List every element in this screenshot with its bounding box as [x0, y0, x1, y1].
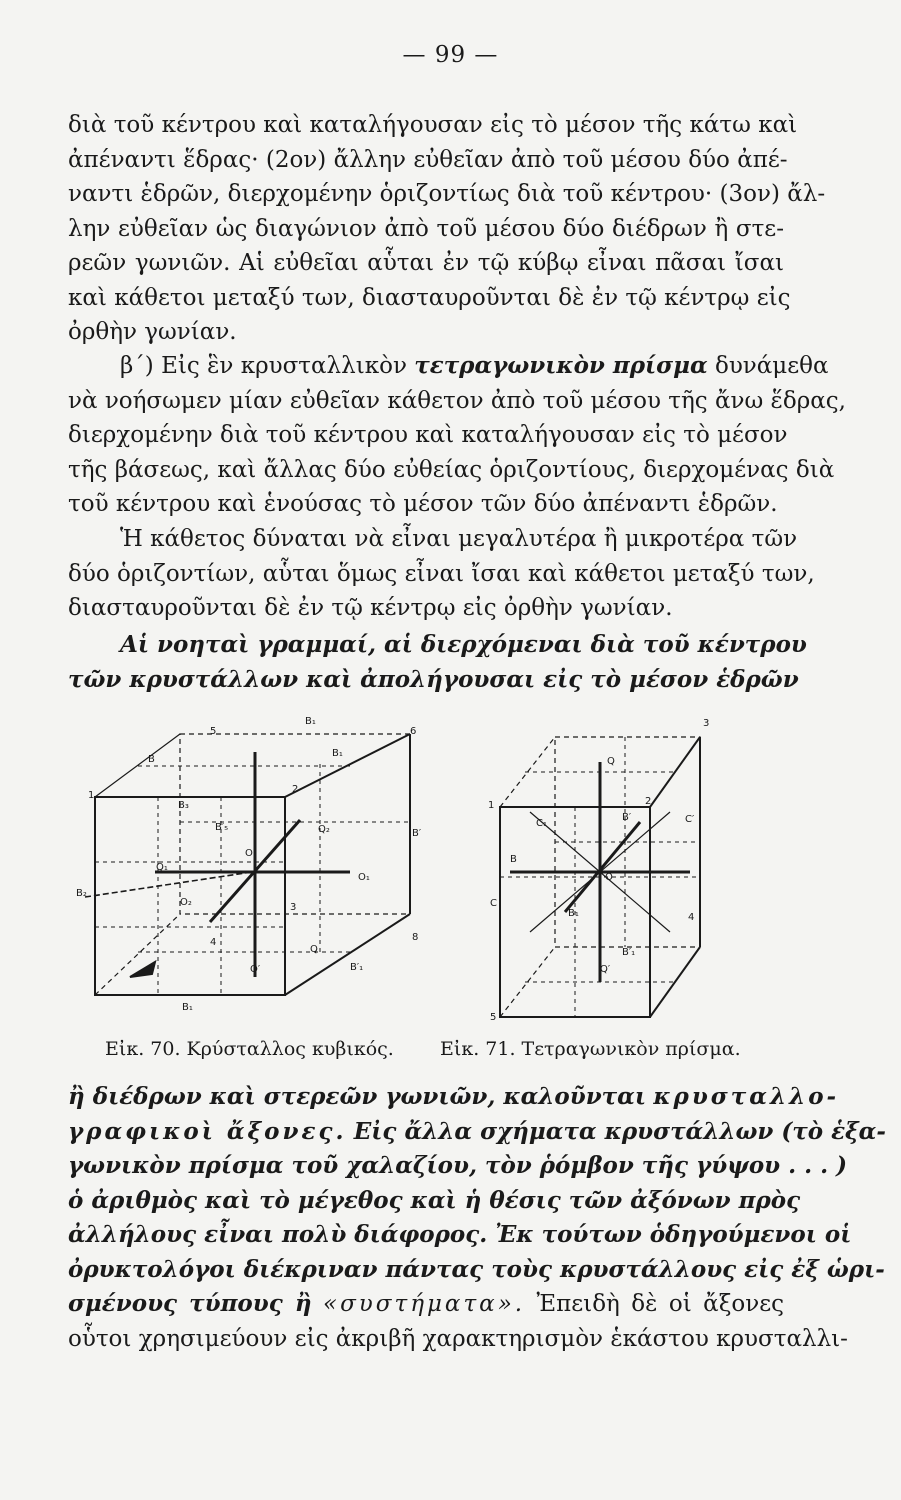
crystal-figures: [60, 712, 800, 1032]
fig70-label: O₁: [358, 872, 370, 883]
text-line: ὀρυκτολόγοι διέκριναν πάντας τοὺς κρυστάλλους εἰς ἐξ ὡρι-: [68, 1255, 885, 1283]
fig71-label: 3: [703, 718, 710, 729]
bold-text: ἢ διέδρων καὶ στερεῶν γωνιῶν, καλοῦνται: [68, 1083, 646, 1110]
text-line: τῆς βάσεως, καὶ ἄλλας δύο εὐθείας ὁριζοντίους, διερχομένας διὰ: [68, 456, 835, 483]
text-line: τοῦ κέντρου καὶ ἑνούσας τὸ μέσον τῶν δύο ἀπέναντι ἑδρῶν.: [68, 491, 778, 517]
fig71-label: C: [490, 898, 497, 909]
text-span: β΄) Εἰς ἓν κρυσταλλικὸν: [120, 353, 407, 379]
text-line: διὰ τοῦ κέντρου καὶ καταλήγουσαν εἰς τὸ μέσον τῆς κάτω καὶ: [68, 112, 798, 138]
prism-diagram: [500, 737, 700, 1017]
fig71-label: Q: [607, 756, 615, 767]
fig70-label: B′: [412, 828, 422, 839]
fig71-label: C′: [685, 814, 695, 825]
fig71-label: B′: [622, 812, 632, 823]
fig71-label: Q′: [600, 964, 611, 975]
spaced-term: κρυσταλλο-: [653, 1083, 840, 1110]
fig71-label: 5: [490, 1012, 497, 1023]
spaced-term: γραφικοὶ ἄξονες.: [68, 1117, 347, 1145]
fig70-label: B₂: [76, 888, 87, 899]
fig71-label: B₁: [568, 908, 579, 919]
fig70-label: B₁: [305, 716, 316, 727]
fig70-label: B₁: [332, 748, 343, 759]
fig71-label: B′₁: [622, 947, 636, 958]
fig70-label: B′₅: [215, 822, 229, 833]
text-span: Ἐπειδὴ δὲ οἱ ἄξονες: [536, 1291, 784, 1317]
fig70-label: O₂: [180, 897, 192, 908]
fig70-label: B: [148, 754, 155, 765]
text-line: καὶ κάθετοι μεταξύ των, διασταυροῦνται δὲ ἐν τῷ κέντρῳ εἰς: [68, 284, 791, 311]
text-span: δυνάμεθα: [714, 353, 829, 379]
fig71-label: 1: [488, 800, 495, 811]
spaced-term: «συστήματα».: [323, 1291, 526, 1317]
fig71-label: 4: [688, 912, 695, 923]
text-line: δύο ὁριζοντίων, αὗται ὅμως εἶναι ἴσαι καὶ κάθετοι μεταξύ των,: [68, 560, 815, 587]
text-line: ὀρθὴν γωνίαν.: [68, 319, 237, 345]
fig71-label: 2: [645, 796, 652, 807]
paragraph-4: [68, 1080, 886, 1356]
paragraph-2: [68, 349, 846, 522]
fig70-label: 1: [88, 790, 95, 801]
fig70-label: Q₁: [156, 862, 168, 873]
text-line: ἀπέναντι ἕδρας· (2ον) ἄλλην εὐθεῖαν ἀπὸ τοῦ μέσου δύο ἀπέ-: [68, 146, 788, 173]
fig71-label: O: [605, 872, 613, 883]
text-line: [68, 349, 829, 384]
fig70-label: B′₁: [350, 962, 364, 973]
fig71-label: C₁: [536, 818, 547, 829]
text-line: [68, 1115, 886, 1150]
fig70-label: Q₂: [318, 824, 330, 835]
fig71-label: B: [510, 854, 517, 865]
text-line: [68, 1287, 784, 1322]
fig70-label: 3: [290, 902, 297, 913]
text-line: ὁ ἀριθμὸς καὶ τὸ μέγεθος καὶ ἡ θέσις τῶν ἀξόνων πρὸς: [68, 1186, 801, 1214]
text-line: Ἡ κάθετος δύναται νὰ εἶναι μεγαλυτέρα ἢ μικροτέρα τῶν: [120, 526, 798, 552]
figures-area: [60, 712, 800, 1032]
fig70-label: 8: [412, 932, 419, 943]
fig70-label: B₃: [178, 800, 189, 811]
heading-line: Αἱ νοηταὶ γραμμαί, αἱ διερχόμεναι διὰ τοῦ κέντρου: [120, 631, 807, 658]
text-line: λην εὐθεῖαν ὡς διαγώνιον ἀπὸ τοῦ μέσου δύο διέδρων ἢ στε-: [68, 215, 784, 242]
page-number: — 99 —: [402, 42, 499, 68]
bold-text: Εἰς ἄλλα σχήματα κρυστάλλων (τὸ ἑξα-: [353, 1117, 886, 1145]
fig70-label: 2: [292, 784, 299, 795]
fig70-label: Q′: [250, 964, 261, 975]
heading-line: τῶν κρυστάλλων καὶ ἀπολήγουσαι εἰς τὸ μέσον ἑδρῶν: [68, 665, 799, 693]
cube-diagram: [85, 734, 410, 995]
paragraph-1: [68, 108, 826, 350]
fig71-caption: Εἰκ. 71. Τετραγωνικὸν πρίσμα.: [440, 1038, 741, 1060]
fig70-caption: Εἰκ. 70. Κρύσταλλος κυβικός.: [105, 1038, 394, 1060]
paragraph-3: [68, 522, 815, 626]
text-line: γωνικὸν πρίσμα τοῦ χαλαζίου, τὸν ῥόμβον τῆς γύψου . . . ): [68, 1152, 848, 1179]
text-line: [68, 1080, 840, 1115]
text-line: διασταυροῦνται δὲ ἐν τῷ κέντρῳ εἰς ὀρθὴν γωνίαν.: [68, 595, 673, 621]
text-line: ναντι ἑδρῶν, διερχομένην ὁριζοντίως διὰ τοῦ κέντρου· (3ον) ἄλ-: [68, 181, 826, 207]
text-line: ἀλλήλους εἶναι πολὺ διάφορος. Ἐκ τούτων ὁδηγούμενοι οἱ: [68, 1221, 852, 1248]
emphasis-text: τετραγωνικὸν πρίσμα: [414, 352, 708, 379]
bold-text: σμένους τύπους ἢ: [68, 1290, 312, 1317]
fig70-label: 6: [410, 726, 417, 737]
section-heading: [68, 628, 807, 697]
text-line: διερχομένην διὰ τοῦ κέντρου καὶ καταλήγουσαν εἰς τὸ μέσον: [68, 422, 788, 448]
text-line: οὗτοι χρησιμεύουν εἰς ἀκριβῆ χαρακτηρισμὸν ἑκάστου κρυσταλλι-: [68, 1325, 848, 1352]
fig70-label: Q: [310, 944, 318, 955]
text-line: νὰ νοήσωμεν μίαν εὐθεῖαν κάθετον ἀπὸ τοῦ μέσου τῆς ἄνω ἕδρας,: [68, 387, 846, 414]
fig70-label: 4: [210, 937, 217, 948]
fig70-label: B₁: [182, 1002, 193, 1013]
text-line: ρεῶν γωνιῶν. Αἱ εὐθεῖαι αὗται ἐν τῷ κύβῳ εἶναι πᾶσαι ἴσαι: [68, 250, 784, 276]
fig70-label: O: [245, 848, 253, 859]
fig70-label: 5: [210, 726, 217, 737]
